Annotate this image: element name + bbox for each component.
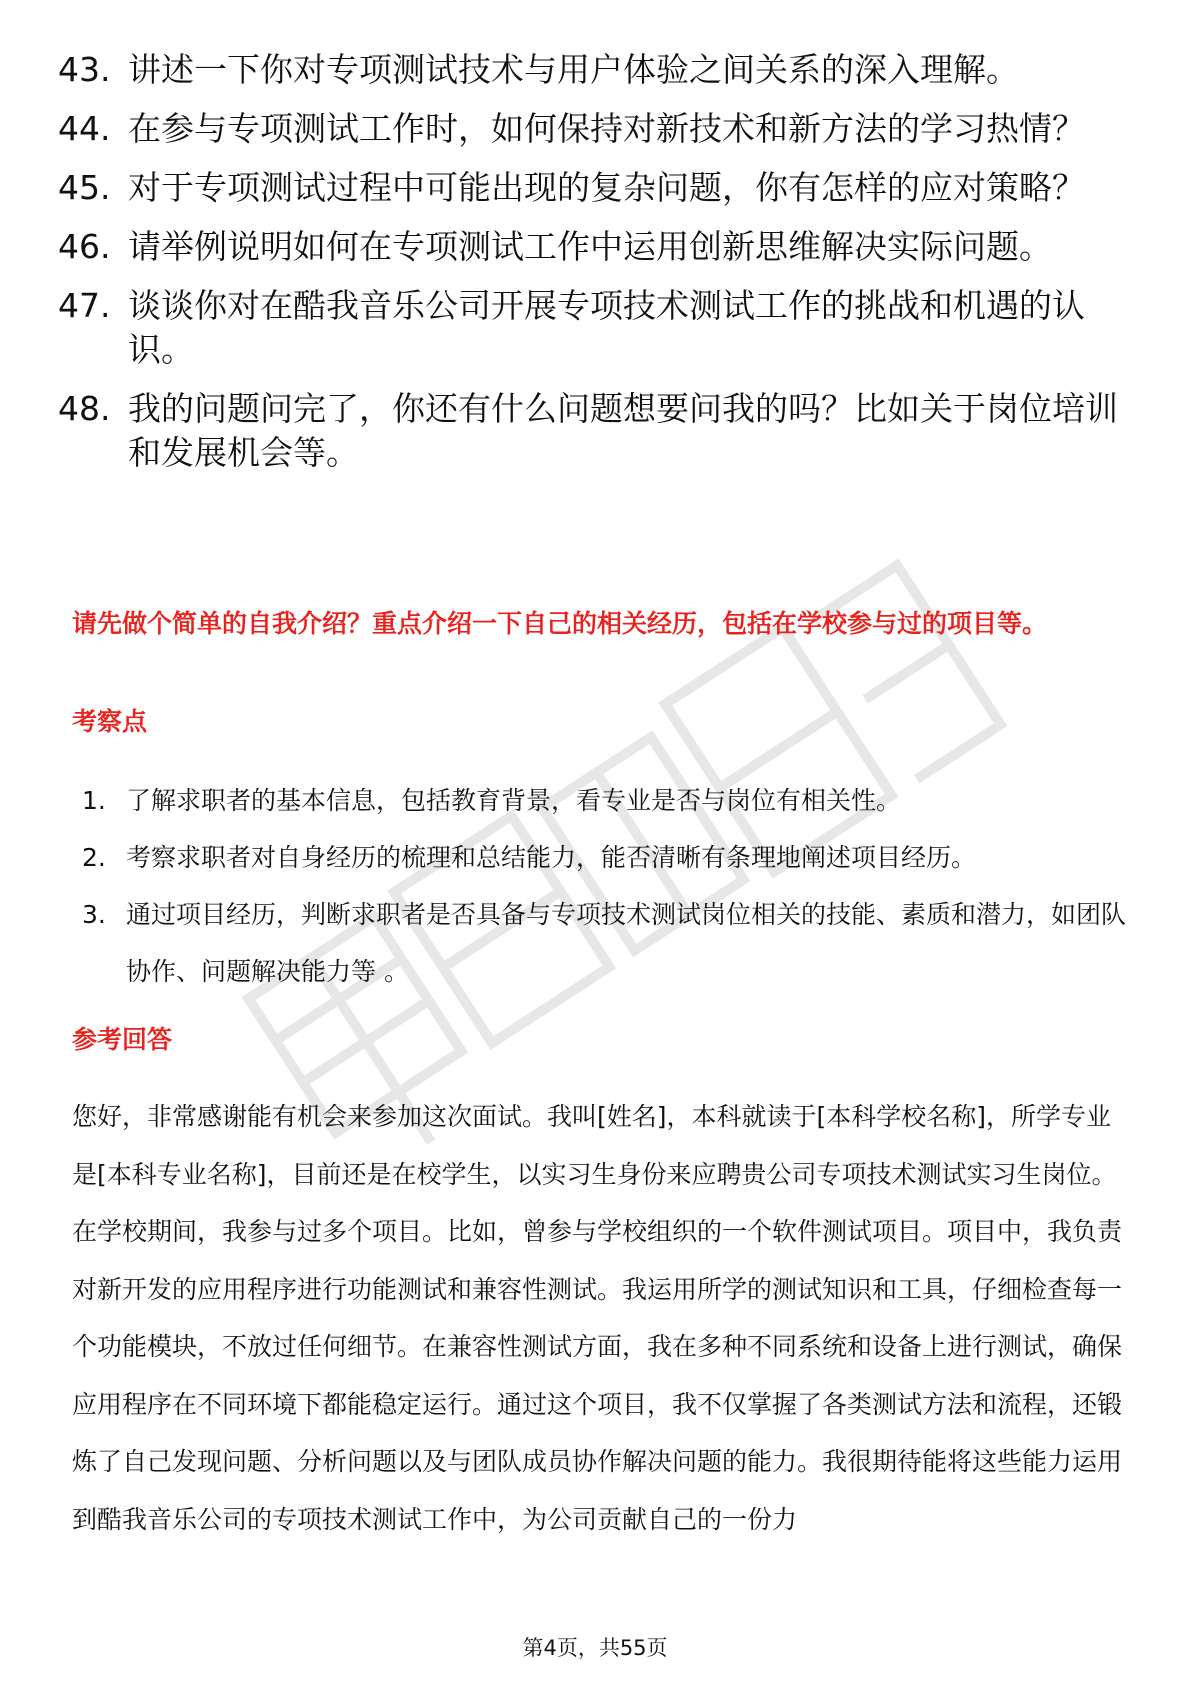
point-text: 考察求职者对自身经历的梳理和总结能力，能否清晰有条理地阐述项目经历。 [126, 843, 977, 872]
question-number: 43. [58, 50, 111, 89]
evaluation-points-list [82, 772, 1132, 1000]
reference-answer-text: 您好，非常感谢能有机会来参加这次面试。我叫[姓名]，本科就读于[本科学校名称]，所学专业是[本科专业名称]，目前还是在校学生，以实习生身份来应聘贵公司专项技术测试实习生岗位。 在学校期间，我参与过多个项目。比如，曾参与学校组织的一个软件测试项目。项目中，我负责对新开发的应用程序进行功能测试和兼容性测试。我运用所学的测试知识和工具，仔细检查每一个功能模块，不放过任何细节。在兼容性测试方面，我在多种不同系统和设备上进行测试，确保应用程序在不同环境下都能稳定运行。通过这个项目，我不仅掌握了各类测试方法和流程，还锻炼了自己发现问题、分析问题以及与团队成员协作解决问题的能力。我很期待能将这些能力运用到酷我音乐公司的专项技术测试工作中，为公司贡献自己的一份力 [72, 1102, 1123, 1534]
question-number: 46. [58, 227, 111, 266]
evaluation-points-label: 考察点 [72, 707, 148, 736]
question-item [58, 387, 1138, 475]
question-number: 47. [58, 286, 111, 325]
question-text: 我的问题问完了，你还有什么问题想要问我的吗？比如关于岗位培训和发展机会等。 [128, 389, 1118, 472]
point-number: 2. [82, 843, 106, 872]
question-number: 48. [58, 389, 111, 428]
question-item [58, 48, 1138, 92]
question-text: 讲述一下你对专项测试技术与用户体验之间关系的深入理解。 [128, 50, 1019, 89]
evaluation-point [82, 829, 1132, 886]
evaluation-point [82, 772, 1132, 829]
question-item [58, 107, 1138, 151]
question-item [58, 284, 1138, 372]
point-number: 3. [82, 900, 106, 929]
evaluation-point [82, 886, 1132, 1000]
section-question-heading: 请先做个简单的自我介绍？重点介绍一下自己的相关经历，包括在学校参与过的项目等。 [72, 609, 1048, 638]
question-number: 45. [58, 168, 111, 207]
question-number: 44. [58, 109, 111, 148]
point-text: 通过项目经历，判断求职者是否具备与专项技术测试岗位相关的技能、素质和潜力，如团队协作、问题解决能力等 。 [126, 900, 1127, 986]
question-text: 在参与专项测试工作时，如何保持对新技术和新方法的学习热情？ [128, 109, 1085, 148]
question-text: 对于专项测试过程中可能出现的复杂问题，你有怎样的应对策略？ [128, 168, 1085, 207]
question-text: 谈谈你对在酷我音乐公司开展专项技术测试工作的挑战和机遇的认识。 [128, 286, 1085, 369]
point-number: 1. [82, 786, 106, 815]
point-text: 了解求职者的基本信息，包括教育背景，看专业是否与岗位有相关性。 [126, 786, 902, 815]
question-item [58, 225, 1138, 269]
page-footer: 第4页，共55页 [522, 1636, 668, 1660]
question-item [58, 166, 1138, 210]
question-list [58, 48, 1138, 490]
reference-answer-label: 参考回答 [72, 1025, 173, 1054]
question-text: 请举例说明如何在专项测试工作中运用创新思维解决实际问题。 [128, 227, 1052, 266]
